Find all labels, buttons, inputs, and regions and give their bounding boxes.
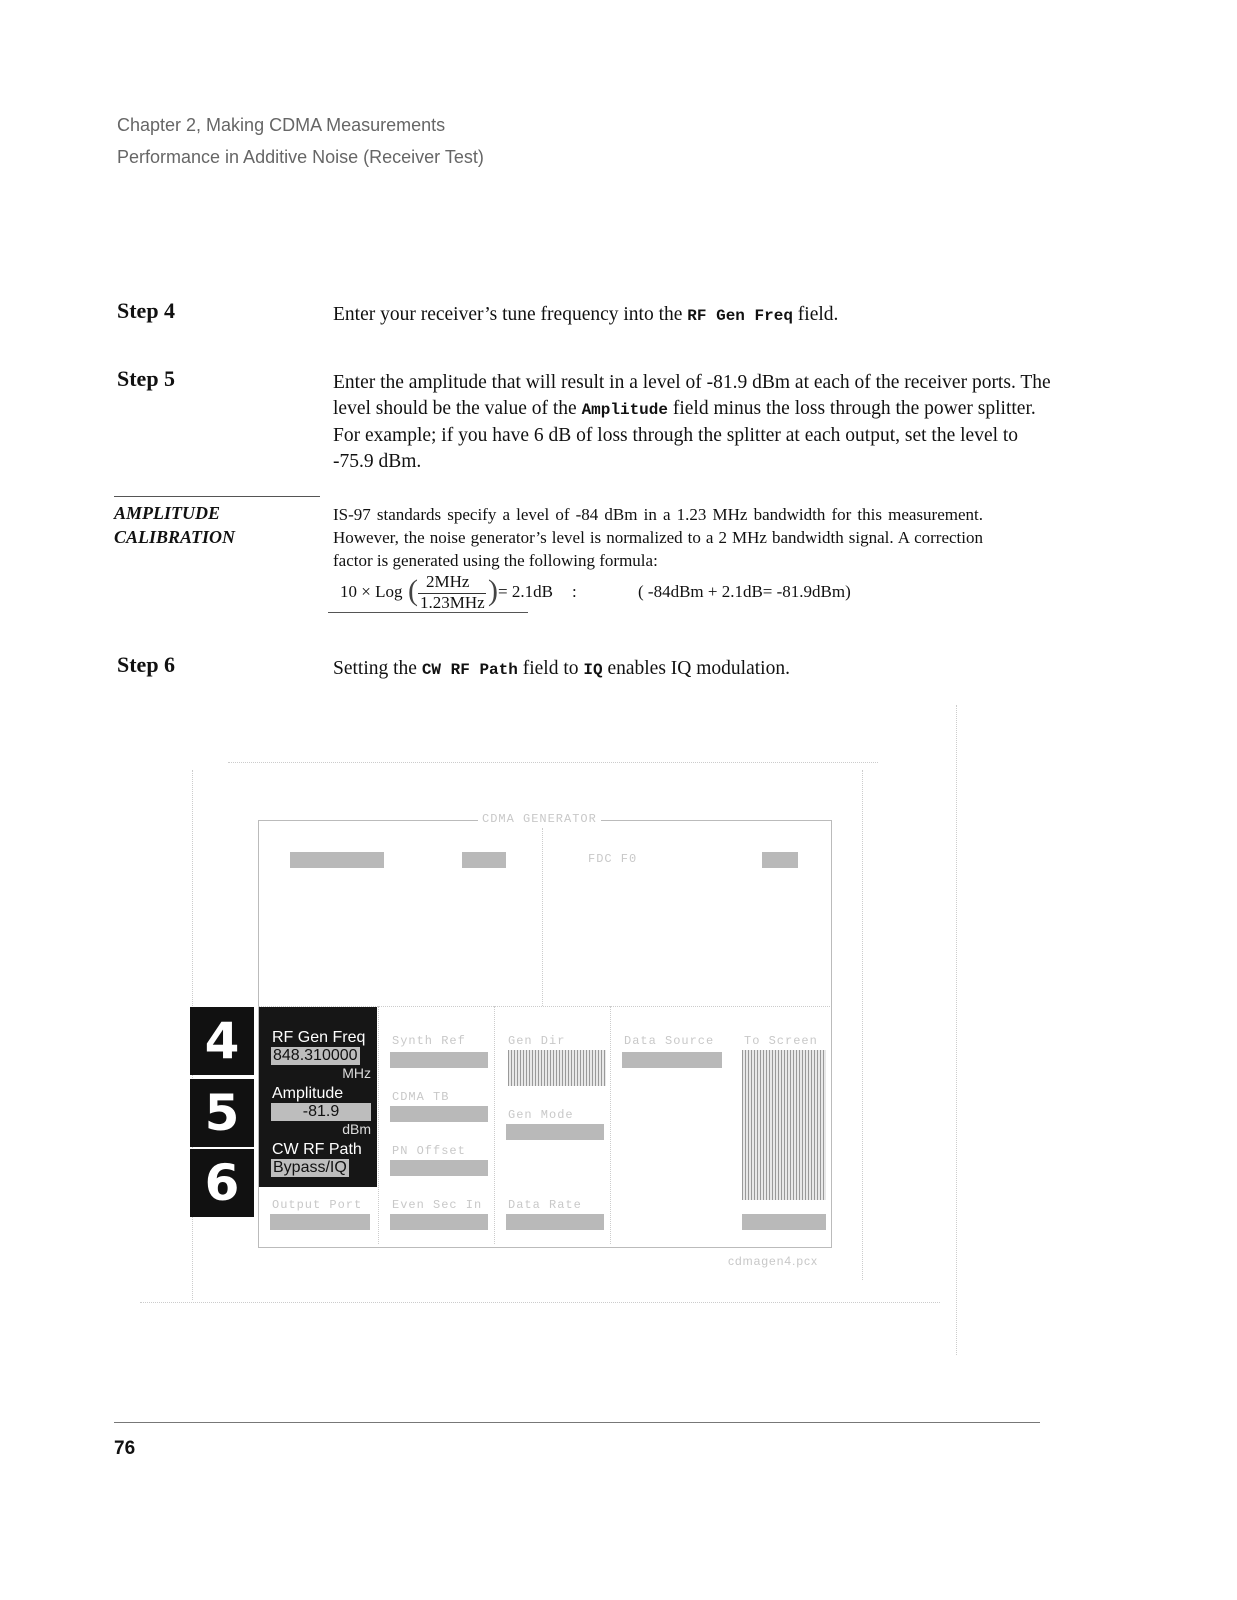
cdma-tb-field[interactable] (390, 1106, 488, 1122)
gen-mode-field[interactable] (506, 1124, 604, 1140)
step-6-text: Setting the CW RF Path field to IQ enables IQ modulation. (333, 658, 790, 679)
cw-rf-path-label: CW RF Path (272, 1141, 362, 1158)
formula-underline (328, 612, 528, 613)
step-badge-5: 5 (190, 1079, 254, 1147)
to-screen-label: To Screen (744, 1034, 818, 1048)
scan-dotline-far-right (956, 705, 957, 1355)
amplitude-unit: dBm (342, 1121, 371, 1137)
scan-dotline-bottom (140, 1302, 940, 1303)
rf-gen-freq-unit: MHz (342, 1065, 371, 1081)
iq-code: IQ (583, 661, 603, 679)
rf-gen-freq-label: RF Gen Freq (272, 1029, 366, 1046)
data-source-field[interactable] (622, 1052, 722, 1068)
col-divider-2 (494, 1006, 495, 1244)
output-port-field[interactable] (270, 1214, 370, 1230)
highlighted-fields-panel (259, 1007, 377, 1187)
step-4-text: Enter your receiver’s tune frequency into the RF Gen Freq field. (333, 304, 839, 325)
gen-dir-label: Gen Dir (508, 1034, 566, 1048)
cw-rf-path-field[interactable]: Bypass/IQ (273, 1159, 347, 1176)
page-number: 76 (114, 1438, 136, 1459)
synth-ref-field[interactable] (390, 1052, 488, 1068)
amplitude-code: Amplitude (581, 401, 668, 419)
col-divider-3 (610, 1006, 611, 1244)
rf-gen-freq-field[interactable]: 848.310000 (273, 1047, 358, 1064)
col-divider-1 (378, 1006, 379, 1244)
step-5-text: Enter the amplitude that will result in a level of -81.9 dBm at each of the receiver ports. The level should be the value of the Amplitude field minus the loss through the power splitter. For example; if you have 6 dB of loss through the splitter at each output, set the level to -75.9 dBm. (333, 372, 1051, 472)
data-rate-field[interactable] (506, 1214, 604, 1230)
to-screen-footer-field[interactable] (742, 1214, 826, 1230)
amplitude-label: Amplitude (272, 1085, 344, 1102)
data-source-label: Data Source (624, 1034, 715, 1048)
upper-divider (542, 828, 543, 1006)
step-5-label: Step 5 (117, 366, 176, 391)
scan-dotline-top (228, 762, 878, 763)
scan-dotline-right (862, 770, 863, 1280)
footer-rule (114, 1422, 1040, 1423)
upper-right-field[interactable] (762, 852, 798, 868)
screen-filename: cdmagen4.pcx (728, 1254, 819, 1268)
even-sec-in-label: Even Sec In (392, 1198, 483, 1212)
gen-mode-label: Gen Mode (508, 1108, 574, 1122)
step-badge-4: 4 (190, 1007, 254, 1075)
step-6-label: Step 6 (117, 652, 176, 677)
cdma-tb-label: CDMA TB (392, 1090, 450, 1104)
even-sec-in-field[interactable] (390, 1214, 488, 1230)
amplitude-field[interactable]: -81.9 (271, 1103, 371, 1121)
note-rule (114, 496, 320, 497)
fdc-label: FDC F0 (588, 852, 638, 866)
step-4-label: Step 4 (117, 298, 176, 323)
upper-left-field[interactable] (290, 852, 384, 868)
rf-gen-freq-code: RF Gen Freq (687, 307, 793, 325)
upper-mid-field[interactable] (462, 852, 506, 868)
synth-ref-label: Synth Ref (392, 1034, 466, 1048)
formula-denominator: 1.23MHz (420, 593, 485, 612)
gen-dir-field[interactable] (508, 1050, 606, 1086)
output-port-label: Output Port (272, 1198, 363, 1212)
formula-example: ( -84dBm + 2.1dB= -81.9dBm) (638, 582, 851, 601)
pn-offset-field[interactable] (390, 1160, 488, 1176)
to-screen-list[interactable] (742, 1050, 826, 1200)
chapter-header: Chapter 2, Making CDMA Measurements (117, 115, 446, 135)
pn-offset-label: PN Offset (392, 1144, 466, 1158)
step-badge-6: 6 (190, 1149, 254, 1217)
note-text: IS-97 standards specify a level of -84 dBm in a 1.23 MHz bandwidth for this measurement. However, the noise generator’s level is normalized to a 2 MHz bandwidth signal. A correction factor is generated using the following formula: (333, 505, 983, 570)
note-label: AMPLITUDE CALIBRATION (114, 503, 236, 547)
cw-rf-path-code: CW RF Path (421, 661, 518, 679)
correction-formula: 10 × Log ( 2MHz 1.23MHz ) = 2.1dB : ( -84dBm + 2.1dB= -81.9dBm) (340, 572, 851, 612)
formula-numerator: 2MHz (426, 572, 470, 591)
data-rate-label: Data Rate (508, 1198, 582, 1212)
screen-title: CDMA GENERATOR (478, 812, 601, 826)
section-header: Performance in Additive Noise (Receiver Test) (117, 147, 484, 167)
